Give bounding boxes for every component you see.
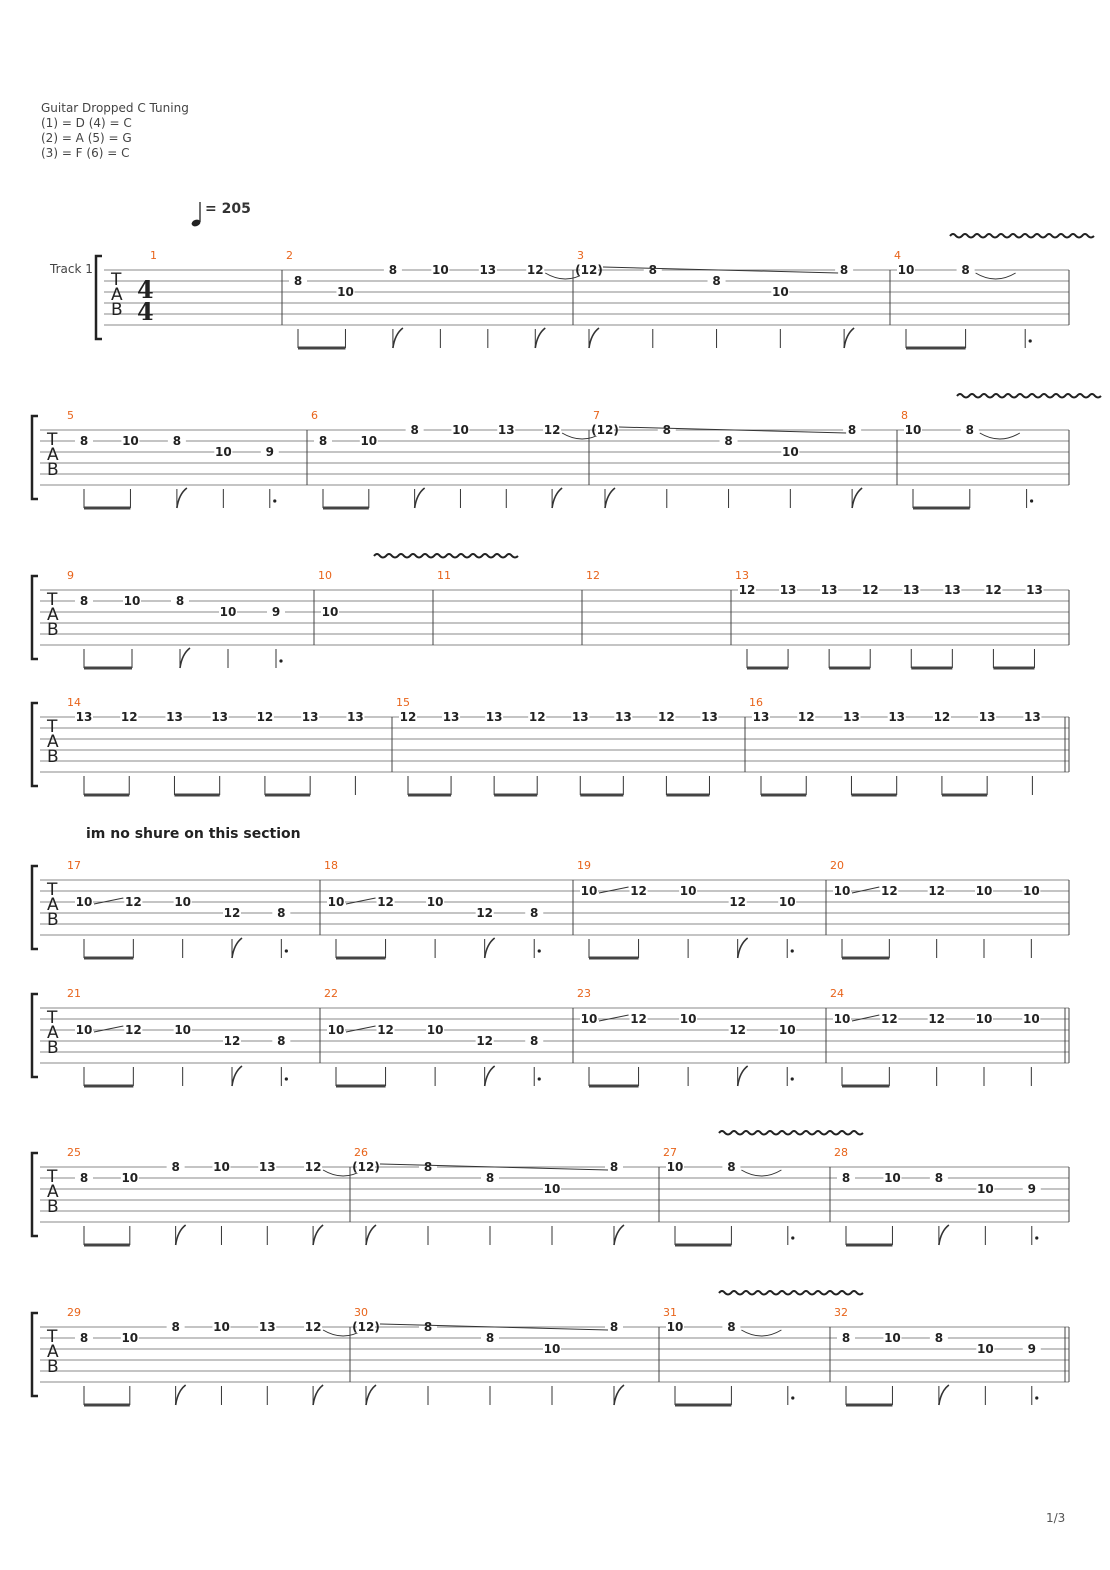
fret-number: 12 [377,1023,394,1037]
fret-number: 8 [934,1331,944,1345]
measure-number: 17 [67,859,81,872]
measure-number: 15 [396,696,410,709]
fret-number: 10 [778,895,796,909]
fret-number: 13 [347,710,364,724]
note-flag [232,938,242,958]
time-signature-digit: 4 [137,275,154,304]
fret-number: 13 [943,583,961,597]
measure-number: 8 [901,409,908,422]
page-number: 1/3 [1046,1511,1066,1525]
fret-number: 8 [423,1160,433,1174]
staff-bracket [32,866,38,949]
fret-number: 10 [432,263,449,277]
tab-clef-letter: A [47,1182,59,1202]
tie-curve [741,1170,781,1176]
fret-number: 12 [223,906,241,920]
slide-line [346,898,376,904]
note-flag [176,1385,186,1405]
tie-curve [741,1330,781,1336]
fret-number: 8 [847,423,857,437]
tab-clef-letter: A [47,605,59,625]
fret-number: 10 [778,1023,796,1037]
fret-number: 10 [1022,884,1040,898]
fret-number: 8 [648,263,657,277]
staff-bracket [32,703,38,786]
tab-clef-letter: T [47,430,58,450]
measure-number: 14 [67,696,81,709]
fret-number: 10 [884,1331,901,1345]
slide-line [599,1015,629,1021]
fret-number: 8 [839,263,849,277]
fret-number: 10 [543,1342,561,1356]
fret-number: 10 [904,423,922,437]
note-dot [791,1236,794,1239]
tab-clef-letter: A [47,1342,59,1362]
tab-clef-letter: T [47,1008,58,1028]
fret-number: 8 [172,434,182,448]
fret-number: 12 [399,710,417,724]
tie-curve [980,433,1020,439]
note-flag [852,488,862,508]
slide-line [852,887,879,893]
fret-number: 13 [779,583,797,597]
note-flag [180,648,190,668]
fret-number: 8 [662,423,671,437]
fret-number: 12 [630,1012,647,1026]
fret-number: 12 [985,583,1002,597]
fret-number: 8 [410,423,419,437]
time-signature-digit: 4 [137,297,154,326]
fret-number: 8 [530,1034,539,1048]
fret-number: 10 [580,1012,598,1026]
measure-number: 1 [150,249,157,262]
note-flag [552,488,562,508]
measure-number: 24 [830,987,844,1000]
note-flag [415,488,425,508]
measure-number: 6 [311,409,318,422]
fret-number: 9 [271,605,281,619]
fret-number: 8 [609,1160,619,1174]
measure-number: 27 [663,1146,677,1159]
fret-number: 8 [609,1320,619,1334]
fret-number: 8 [727,1160,736,1174]
measure-number: 5 [67,409,74,422]
fret-number: 10 [426,895,444,909]
fret-number: 8 [485,1171,495,1185]
staff-system-8 [32,1291,1069,1405]
measure-number: 25 [67,1146,81,1159]
slide-line [599,887,629,893]
fret-number: 12 [223,1034,241,1048]
fret-number: 8 [423,1320,433,1334]
note-flag [485,1066,495,1086]
fret-number: 8 [79,1331,89,1345]
tab-clef-letter: B [47,747,59,767]
measure-number: 26 [354,1146,368,1159]
fret-number: 12 [797,710,815,724]
fret-number: 10 [771,285,789,299]
tab-clef-letter: B [47,1357,59,1377]
fret-number: 10 [337,285,354,299]
fret-number: 10 [897,263,915,277]
fret-number: 8 [318,434,328,448]
fret-number: 8 [841,1171,851,1185]
fret-number: 8 [724,434,733,448]
tab-clef-letter: A [47,895,59,915]
fret-number: 12 [528,710,546,724]
fret-number: 13 [752,710,770,724]
tab-clef-letter: T [47,717,58,737]
staff-system-4 [32,696,1069,795]
fret-number: 12 [120,710,138,724]
fret-number: 12 [630,884,647,898]
note-flag [605,488,615,508]
fret-number: 13 [442,710,460,724]
note-dot [279,659,282,662]
measure-number: 18 [324,859,338,872]
fret-number: 12 [933,710,951,724]
tuning-line-3: (3) = F (6) = C [41,146,130,160]
fret-number: 8 [712,274,721,288]
vibrato-mark [957,394,1101,398]
fret-number: 10 [214,445,232,459]
fret-number: 8 [293,274,303,288]
note-flag [177,488,187,508]
fret-number: 10 [580,884,598,898]
fret-number: 12 [861,583,879,597]
fret-number: 12 [729,1023,747,1037]
fret-number: 8 [277,906,286,920]
fret-number: 12 [304,1160,322,1174]
fret-number: 10 [833,884,851,898]
fret-number: 13 [820,583,838,597]
note-dot [1029,339,1032,342]
note-dot [1035,1396,1038,1399]
fret-number: 12 [928,884,946,898]
tuning-line-2: (2) = A (5) = G [41,131,132,145]
fret-number: 13 [902,583,920,597]
fret-number: 9 [1027,1342,1036,1356]
fret-number: 13 [1026,583,1043,597]
note-flag [393,328,403,348]
note-flag [535,328,545,348]
fret-number: 12 [304,1320,322,1334]
fret-number: 12 [658,710,675,724]
measure-number: 28 [834,1146,848,1159]
fret-number: 13 [166,710,183,724]
staff-system-1 [96,234,1094,348]
note-flag [313,1385,323,1405]
fret-number: 12 [729,895,747,909]
staff-system-5 [32,859,1069,958]
tab-clef-letter: B [47,1197,59,1217]
fret-number: 8 [277,1034,286,1048]
note-dot [1030,499,1033,502]
tab-clef-letter: B [47,460,59,480]
fret-number: 10 [122,434,139,448]
fret-number: 8 [388,263,398,277]
fret-number: 13 [497,423,515,437]
fret-number: 10 [975,884,993,898]
fret-number: 10 [679,884,697,898]
measure-number: 4 [894,249,901,262]
tab-clef-letter: T [47,880,58,900]
vibrato-mark [950,234,1094,238]
slide-line [94,898,123,904]
fret-number: 8 [79,434,89,448]
note-flag [589,328,599,348]
slide-line [94,1026,123,1032]
tab-clef-letter: A [47,732,59,752]
measure-number: 21 [67,987,81,1000]
slide-line [346,1026,376,1032]
fret-number: 12 [377,895,394,909]
fret-number: 10 [666,1160,684,1174]
fret-number: 12 [526,263,544,277]
fret-number: 8 [171,1160,180,1174]
fret-number: 10 [781,445,799,459]
tuning-line-1: (1) = D (4) = C [41,116,132,130]
tab-clef-letter: T [47,1327,58,1347]
fret-number: 10 [75,895,93,909]
tab-clef-letter: A [47,445,59,465]
measure-number: 11 [437,569,451,582]
fret-number: 10 [213,1160,230,1174]
note-dot [1035,1236,1038,1239]
staff-bracket [32,1153,38,1236]
note-dot [791,1396,794,1399]
note-dot [285,949,288,952]
fret-number: 13 [888,710,906,724]
measure-number: 31 [663,1306,677,1319]
measure-number: 2 [286,249,293,262]
tab-clef-letter: B [47,1038,59,1058]
note-dot [538,949,541,952]
fret-number: 9 [265,445,274,459]
tab-clef-letter: A [111,285,123,305]
staff-bracket [32,576,38,659]
measure-number: 10 [318,569,332,582]
fret-number: 8 [79,594,89,608]
vibrato-mark [719,1291,863,1295]
fret-number: 10 [121,1331,139,1345]
fret-number: (12) [352,1320,380,1334]
fret-number: 13 [1024,710,1041,724]
fret-number: 13 [614,710,632,724]
measure-number: 22 [324,987,338,1000]
fret-number: 10 [975,1012,993,1026]
fret-number: 8 [961,263,970,277]
fret-number: 8 [175,594,185,608]
note-flag [939,1225,949,1245]
fret-number: 10 [452,423,469,437]
staff-system-7 [32,1131,1069,1245]
fret-number: 13 [843,710,860,724]
note-flag [738,1066,748,1086]
track-label: Track 1 [50,262,93,276]
measure-number: 13 [735,569,749,582]
note-dot [791,1077,794,1080]
fret-number: 13 [211,710,229,724]
fret-number: 8 [965,423,974,437]
fret-number: 12 [124,895,142,909]
fret-number: 12 [543,423,561,437]
fret-number: (12) [575,263,603,277]
fret-number: 10 [360,434,378,448]
note-flag [485,938,495,958]
tab-clef-letter: T [47,590,58,610]
measure-number: 19 [577,859,591,872]
fret-number: 10 [884,1171,901,1185]
tuning-title: Guitar Dropped C Tuning [41,101,189,115]
fret-number: 8 [485,1331,495,1345]
fret-number: 13 [75,710,93,724]
tempo-value: = 205 [205,201,251,217]
measure-number: 7 [593,409,600,422]
note-dot [791,949,794,952]
staff-system-2 [32,394,1101,508]
fret-number: 8 [171,1320,180,1334]
fret-number: 12 [124,1023,142,1037]
note-flag [366,1385,376,1405]
staff-bracket [32,994,38,1077]
note-flag [939,1385,949,1405]
fret-number: 10 [219,605,237,619]
tie-curve [976,273,1016,279]
tab-clef-letter: T [111,270,122,290]
fret-number: 13 [301,710,319,724]
fret-number: 13 [485,710,503,724]
note-dot [285,1077,288,1080]
fret-number: (12) [352,1160,380,1174]
note-flag [614,1385,624,1405]
staff-system-3 [32,554,1069,668]
measure-number: 20 [830,859,844,872]
fret-number: 10 [327,895,345,909]
tab-clef-letter: B [47,620,59,640]
fret-number: 12 [738,583,756,597]
note-flag [313,1225,323,1245]
tab-clef-letter: T [47,1167,58,1187]
staff-bracket [32,416,38,499]
fret-number: 13 [571,710,589,724]
fret-number: 10 [833,1012,851,1026]
fret-number: 13 [978,710,996,724]
fret-number: 8 [79,1171,89,1185]
fret-number: 10 [123,594,141,608]
note-flag [176,1225,186,1245]
fret-number: 12 [476,906,494,920]
note-flag [366,1225,376,1245]
measure-number: 32 [834,1306,848,1319]
fret-number: 10 [121,1171,139,1185]
staff-bracket [96,256,102,339]
fret-number: 10 [327,1023,345,1037]
fret-number: 8 [530,906,539,920]
note-dot [538,1077,541,1080]
measure-number: 16 [749,696,763,709]
fret-number: 8 [841,1331,851,1345]
note-flag [614,1225,624,1245]
staff-bracket [32,1313,38,1396]
vibrato-mark [719,1131,863,1135]
fret-number: 10 [666,1320,684,1334]
fret-number: 10 [75,1023,93,1037]
note-flag [232,1066,242,1086]
tab-clef-letter: B [47,910,59,930]
fret-number: 10 [321,605,339,619]
fret-number: 10 [426,1023,444,1037]
note-dot [273,499,276,502]
measure-number: 29 [67,1306,81,1319]
fret-number: 12 [256,710,274,724]
section-annotation: im no shure on this section [86,826,301,842]
fret-number: 10 [1022,1012,1040,1026]
fret-number: 9 [1027,1182,1036,1196]
fret-number: (12) [591,423,619,437]
fret-number: 10 [976,1182,994,1196]
fret-number: 10 [543,1182,561,1196]
fret-number: 13 [258,1160,276,1174]
fret-number: 10 [174,1023,192,1037]
tab-clef-letter: A [47,1023,59,1043]
fret-number: 13 [701,710,718,724]
fret-number: 12 [880,1012,898,1026]
measure-number: 12 [586,569,600,582]
vibrato-mark [374,554,518,558]
fret-number: 10 [679,1012,697,1026]
measure-number: 30 [354,1306,368,1319]
tab-clef-letter: B [111,300,123,320]
measure-number: 23 [577,987,591,1000]
note-flag [738,938,748,958]
measure-number: 9 [67,569,74,582]
fret-number: 10 [213,1320,230,1334]
fret-number: 13 [479,263,497,277]
staff-system-6 [32,987,1069,1086]
fret-number: 12 [928,1012,946,1026]
fret-number: 13 [258,1320,276,1334]
fret-number: 8 [934,1171,944,1185]
fret-number: 10 [976,1342,994,1356]
measure-number: 3 [577,249,584,262]
fret-number: 10 [174,895,192,909]
slide-line [852,1015,879,1021]
fret-number: 8 [727,1320,736,1334]
fret-number: 12 [880,884,898,898]
fret-number: 12 [476,1034,494,1048]
note-flag [844,328,854,348]
